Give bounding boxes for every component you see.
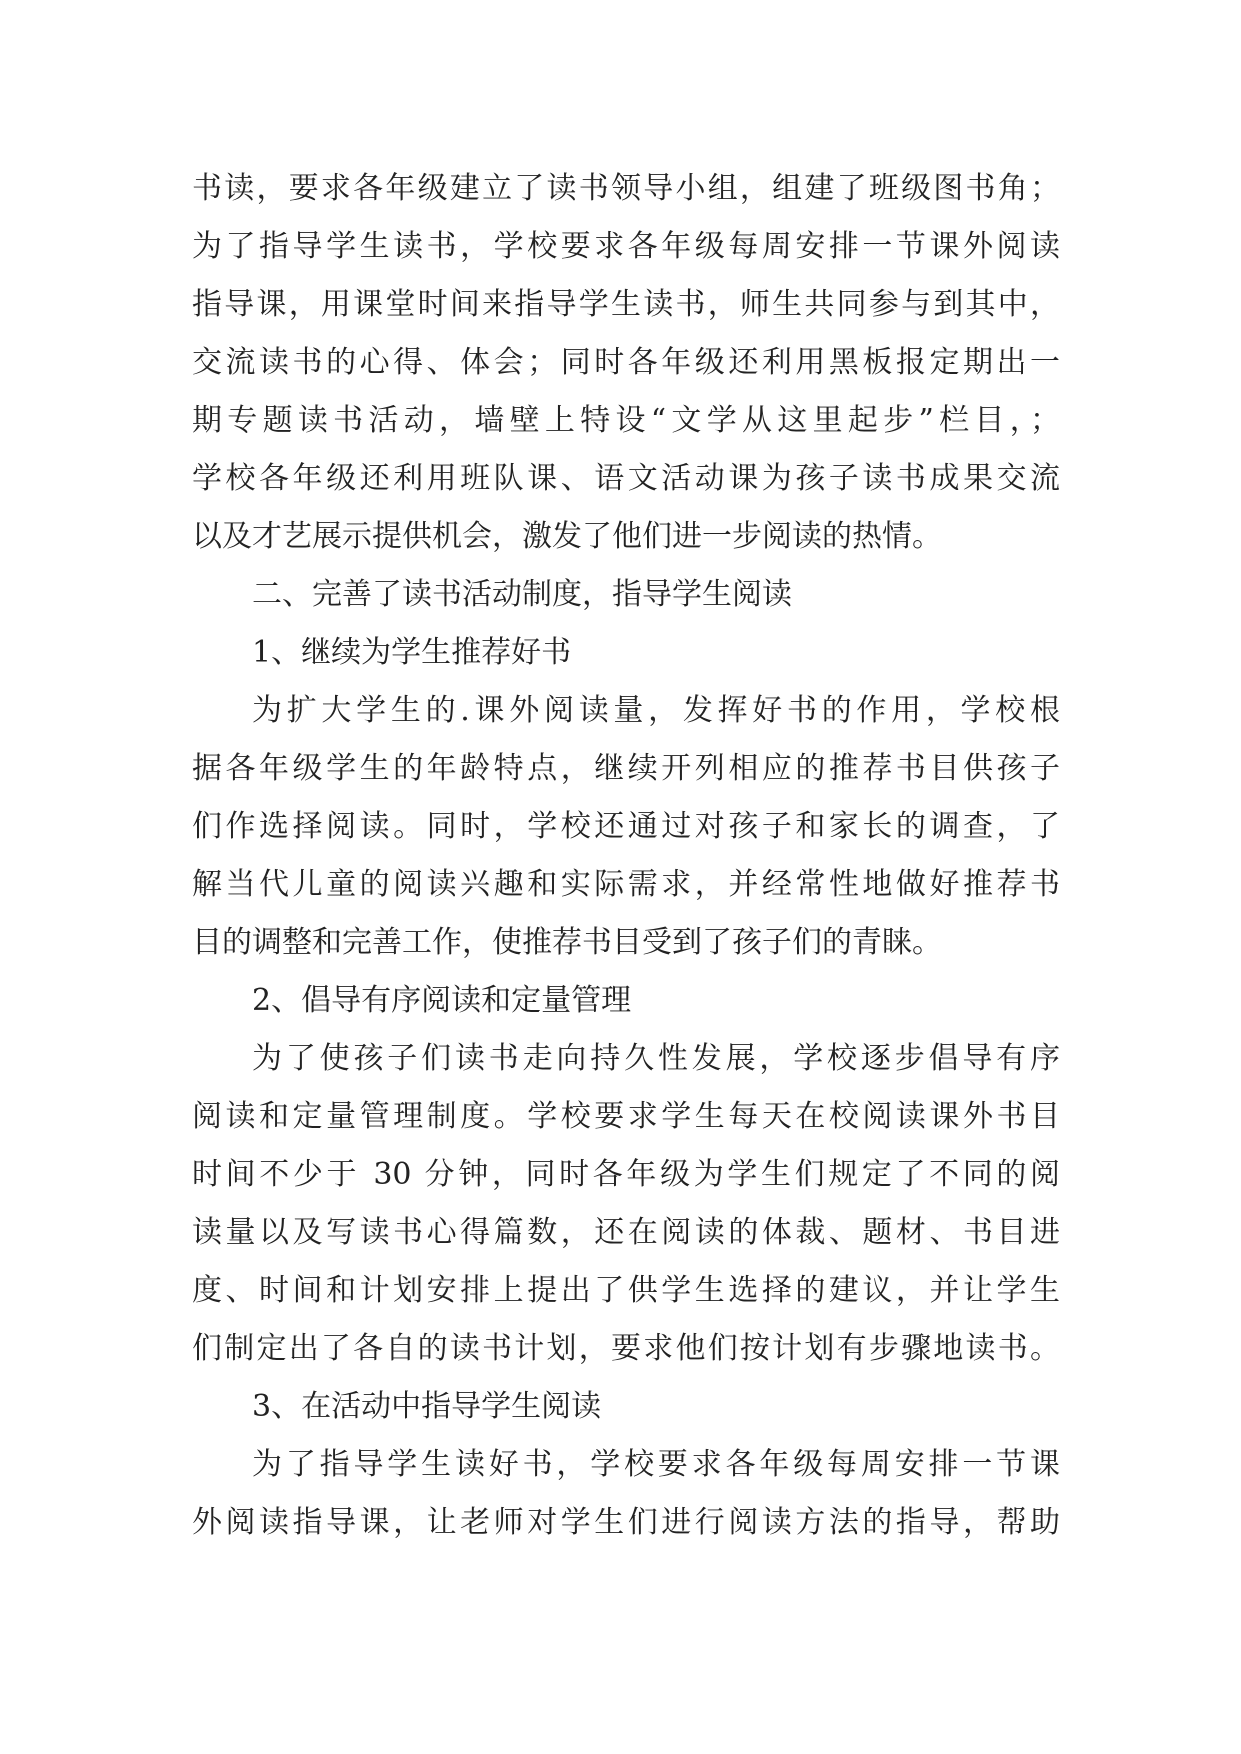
- subsection-heading: 2、倡导有序阅读和定量管理: [252, 983, 632, 1018]
- section-heading: 二、完善了读书活动制度，指导学生阅读: [252, 577, 792, 612]
- paragraph-line: 们作选择阅读。同时，学校还通过对孩子和家长的调查，了: [192, 809, 1060, 844]
- paragraph-line: 学校各年级还利用班队课、语文活动课为孩子读书成果交流: [192, 461, 1060, 496]
- document-body: [192, 160, 1060, 1552]
- paragraph-line: 度、时间和计划安排上提出了供学生选择的建议，并让学生: [192, 1273, 1060, 1308]
- paragraph-line: 指导课，用课堂时间来指导学生读书，师生共同参与到其中，: [192, 287, 1060, 322]
- paragraph-line: 交流读书的心得、体会；同时各年级还利用黑板报定期出一: [192, 345, 1060, 380]
- paragraph-line: 为了使孩子们读书走向持久性发展，学校逐步倡导有序: [252, 1041, 1060, 1076]
- paragraph-line: 阅读和定量管理制度。学校要求学生每天在校阅读课外书目: [192, 1099, 1060, 1134]
- paragraph-line: 外阅读指导课，让老师对学生们进行阅读方法的指导，帮助: [192, 1505, 1060, 1540]
- paragraph-line: 据各年级学生的年龄特点，继续开列相应的推荐书目供孩子: [192, 751, 1060, 786]
- paragraph-line: 们制定出了各自的读书计划，要求他们按计划有步骤地读书。: [192, 1331, 1060, 1366]
- paragraph-line: 为了指导学生读好书，学校要求各年级每周安排一节课: [252, 1447, 1060, 1482]
- paragraph-line: 解当代儿童的阅读兴趣和实际需求，并经常性地做好推荐书: [192, 867, 1060, 902]
- subsection-heading: 3、在活动中指导学生阅读: [252, 1389, 602, 1424]
- paragraph-line: 期专题读书活动，墙壁上特设“文学从这里起步”栏目，；: [192, 403, 1060, 438]
- paragraph-line: 目的调整和完善工作，使推荐书目受到了孩子们的青睐。: [192, 925, 942, 960]
- paragraph-line: 为扩大学生的.课外阅读量，发挥好书的作用，学校根: [252, 693, 1060, 728]
- paragraph-line: 读量以及写读书心得篇数，还在阅读的体裁、题材、书目进: [192, 1215, 1060, 1250]
- paragraph-line: 时间不少于 30 分钟，同时各年级为学生们规定了不同的阅: [192, 1157, 1060, 1192]
- subsection-heading: 1、继续为学生推荐好书: [252, 635, 572, 670]
- paragraph-line: 为了指导学生读书，学校要求各年级每周安排一节课外阅读: [192, 229, 1060, 264]
- paragraph-line: 以及才艺展示提供机会，激发了他们进一步阅读的热情。: [192, 519, 942, 554]
- paragraph-line: 书读，要求各年级建立了读书领导小组，组建了班级图书角；: [192, 171, 1060, 206]
